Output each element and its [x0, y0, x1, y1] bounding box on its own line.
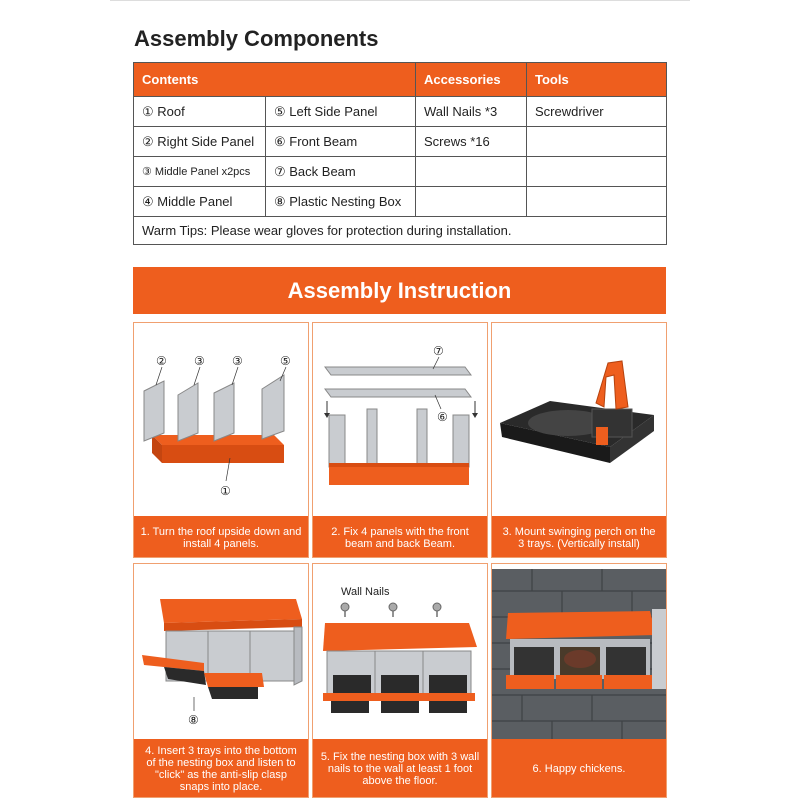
label-2: ② [156, 354, 167, 368]
step-6-panel [491, 563, 667, 798]
components-table [133, 62, 667, 245]
header-tools: Tools [527, 63, 667, 97]
table-cell [527, 187, 667, 217]
step-5-illustration [313, 564, 487, 749]
step-1-panel [133, 322, 309, 558]
tips-row [134, 217, 667, 245]
table-header-row [134, 63, 667, 97]
label-5: ⑤ [280, 354, 291, 368]
step-2-illustration [313, 323, 487, 508]
header-contents: Contents [134, 63, 416, 97]
table-cell [416, 187, 527, 217]
table-cell: Screwdriver [527, 97, 667, 127]
step-2-caption: 2. Fix 4 panels with the front beam and back Beam. [313, 516, 487, 558]
header-accessories: Accessories [416, 63, 527, 97]
table-cell: Screws *16 [416, 127, 527, 157]
warm-tips: Warm Tips: Please wear gloves for protection during installation. [134, 217, 667, 245]
step-3-panel [491, 322, 667, 558]
label-6: ⑥ [437, 410, 448, 424]
label-1: ① [220, 484, 231, 498]
table-cell: ⑤ Left Side Panel [266, 97, 416, 127]
table-cell: ⑦ Back Beam [266, 157, 416, 187]
label-7: ⑦ [433, 344, 444, 358]
table-cell: ⑥ Front Beam [266, 127, 416, 157]
wall-nails-label: Wall Nails [341, 586, 390, 598]
table-row [134, 157, 667, 187]
step-6-caption: 6. Happy chickens. [492, 739, 666, 798]
table-row [134, 97, 667, 127]
step-1-caption: 1. Turn the roof upside down and install 4 panels. [134, 516, 308, 558]
top-divider [110, 0, 690, 1]
label-3b: ③ [232, 354, 243, 368]
step-5-caption: 5. Fix the nesting box with 3 wall nails to the wall at least 1 foot above the floor. [313, 739, 487, 798]
step-6-photo [492, 564, 666, 749]
table-row [134, 127, 667, 157]
table-cell: ② Right Side Panel [134, 127, 266, 157]
label-3: ③ [194, 354, 205, 368]
label-8: ⑧ [188, 713, 199, 727]
assembly-instruction-banner: Assembly Instruction [133, 267, 666, 314]
step-1-illustration [134, 323, 308, 508]
table-cell: Wall Nails *3 [416, 97, 527, 127]
table-cell: ④ Middle Panel [134, 187, 266, 217]
step-2-panel [312, 322, 488, 558]
table-cell: ⑧ Plastic Nesting Box [266, 187, 416, 217]
table-row [134, 187, 667, 217]
step-4-panel [133, 563, 309, 798]
table-cell: ① Roof [134, 97, 266, 127]
page-title: Assembly Components [134, 26, 379, 51]
table-cell: ③ Middle Panel x2pcs [134, 157, 266, 187]
table-cell [527, 157, 667, 187]
step-3-illustration [492, 323, 666, 508]
step-5-panel [312, 563, 488, 798]
table-cell [527, 127, 667, 157]
step-4-caption: 4. Insert 3 trays into the bottom of the nesting box and listen to "click" as the anti-slip clasp snaps into place. [134, 739, 308, 798]
step-3-caption: 3. Mount swinging perch on the 3 trays. (Vertically install) [492, 516, 666, 558]
step-4-illustration [134, 564, 308, 749]
table-cell [416, 157, 527, 187]
